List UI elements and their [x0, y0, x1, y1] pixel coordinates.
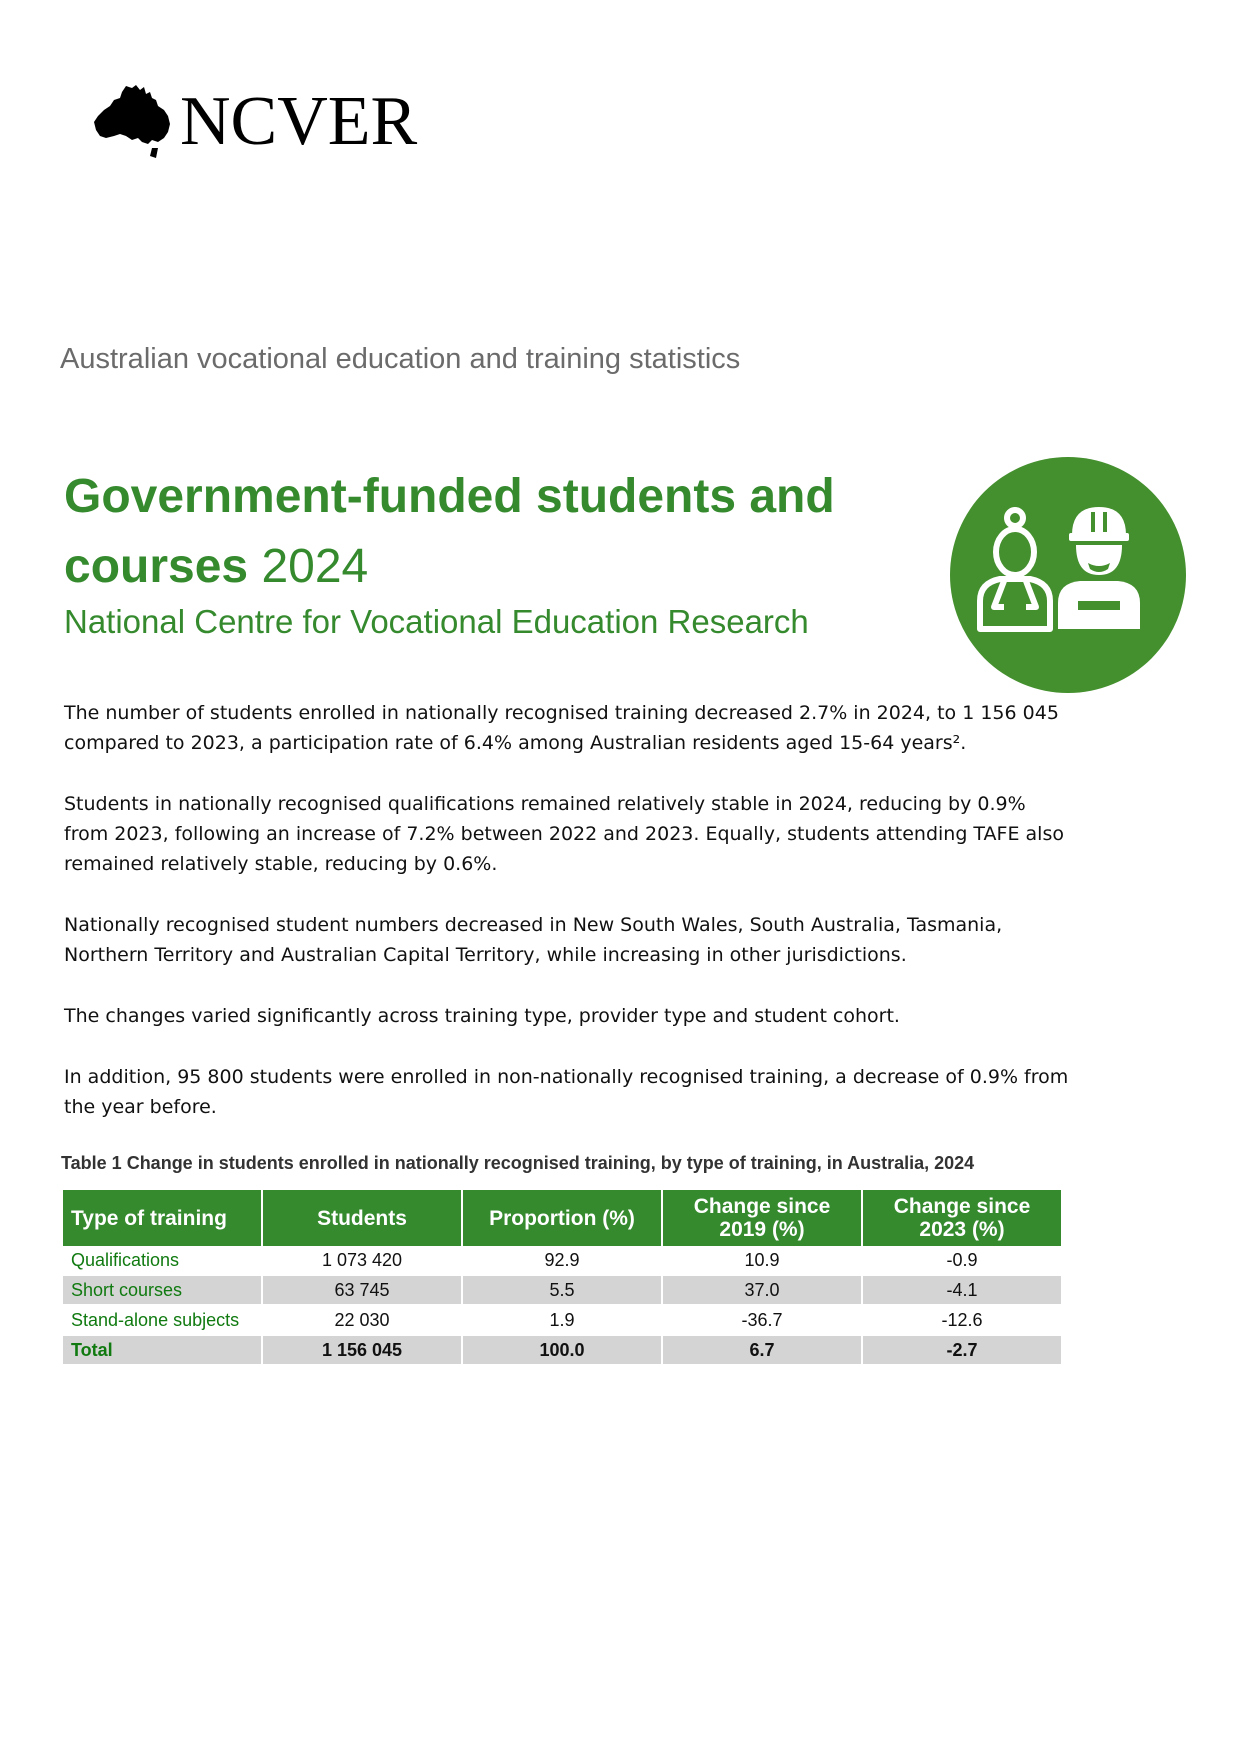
- table-caption: Table 1 Change in students enrolled in nationally recognised training, by type of training, in Australia, 2024: [61, 1153, 975, 1173]
- page-title: [64, 462, 944, 602]
- paragraph-1: The number of students enrolled in nationally recognised training decreased 2.7% in 2024, to 1 156 045 compared to 2023, a participation rate of 6.4% among Australian residents aged 15-64 years².: [64, 702, 1059, 754]
- page-subtitle: National Centre for Vocational Education Research: [64, 603, 809, 640]
- cell-change-2019: -36.7: [663, 1306, 861, 1336]
- header-students: Students: [263, 1190, 461, 1246]
- table-row: [63, 1246, 1061, 1276]
- title-year: 2024: [248, 540, 369, 593]
- row-label: Qualifications: [63, 1246, 261, 1276]
- series-title: Australian vocational education and training statistics: [60, 343, 741, 375]
- header-change-2019: Change since 2019 (%): [663, 1190, 861, 1246]
- total-label: Total: [63, 1336, 261, 1366]
- header-type: Type of training: [63, 1190, 261, 1246]
- table-header-row: [63, 1190, 1061, 1246]
- students-badge: [950, 457, 1186, 693]
- paragraph-4: The changes varied significantly across training type, provider type and student cohort.: [64, 1005, 900, 1027]
- body-text: [64, 698, 1074, 1153]
- table-row: [63, 1276, 1061, 1306]
- cell-students: 63 745: [263, 1276, 461, 1306]
- paragraph-3: Nationally recognised student numbers decreased in New South Wales, South Australia, Tasmania, Northern Territory and Australian Capital Territory, while increasing in other jurisdictions.: [64, 914, 1003, 966]
- table-total-row: [63, 1336, 1061, 1366]
- paragraph-2: Students in nationally recognised qualifications remained relatively stable in 2024, reducing by 0.9% from 2023, following an increase of 7.2% between 2022 and 2023. Equally, students attending TAFE also remained relatively stable, reducing by 0.6%.: [64, 793, 1064, 875]
- cell-change-2023: -12.6: [863, 1306, 1061, 1336]
- table-row: [63, 1306, 1061, 1336]
- cell-proportion: 5.5: [463, 1276, 661, 1306]
- cell-students: 22 030: [263, 1306, 461, 1336]
- total-change-2019: 6.7: [663, 1336, 861, 1366]
- total-students: 1 156 045: [263, 1336, 461, 1366]
- header-proportion: Proportion (%): [463, 1190, 661, 1246]
- ncver-logo: [92, 82, 417, 162]
- students-workers-icon: [950, 457, 1186, 693]
- row-label: Short courses: [63, 1276, 261, 1306]
- row-label: Stand-alone subjects: [63, 1306, 261, 1336]
- title-main: Government-funded students and courses: [64, 470, 835, 593]
- cell-change-2023: -4.1: [863, 1276, 1061, 1306]
- header-change-2023: Change since 2023 (%): [863, 1190, 1061, 1246]
- total-proportion: 100.0: [463, 1336, 661, 1366]
- paragraph-5: In addition, 95 800 students were enrolled in non-nationally recognised training, a decrease of 0.9% from the year before.: [64, 1066, 1069, 1118]
- cell-proportion: 1.9: [463, 1306, 661, 1336]
- cell-change-2019: 10.9: [663, 1246, 861, 1276]
- total-change-2023: -2.7: [863, 1336, 1061, 1366]
- training-table: [61, 1190, 1063, 1366]
- cell-change-2019: 37.0: [663, 1276, 861, 1306]
- cell-students: 1 073 420: [263, 1246, 461, 1276]
- cell-change-2023: -0.9: [863, 1246, 1061, 1276]
- australia-map-icon: [92, 84, 174, 160]
- logo-text: NCVER: [180, 83, 418, 160]
- cell-proportion: 92.9: [463, 1246, 661, 1276]
